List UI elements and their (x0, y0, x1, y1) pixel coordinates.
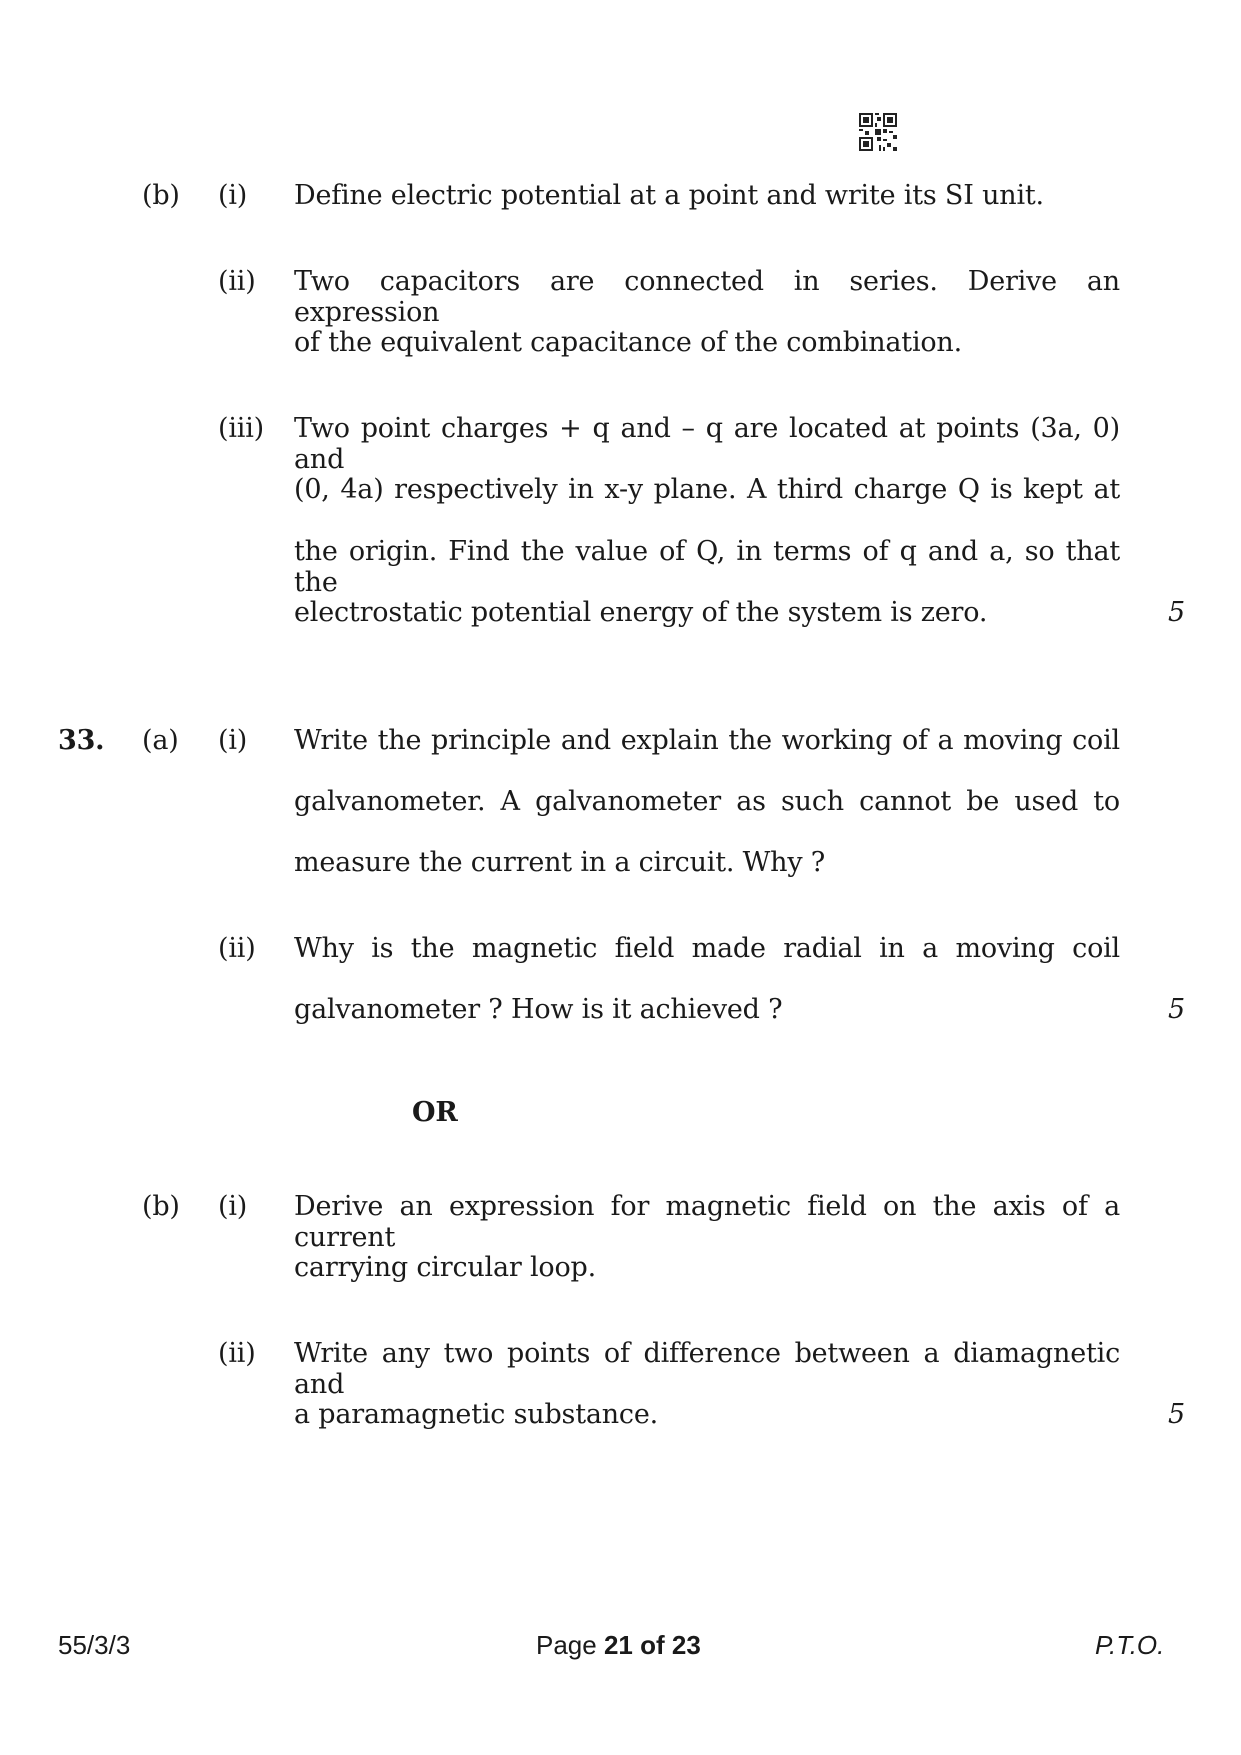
page-prefix: Page (536, 1630, 604, 1660)
question-line: the origin. Find the value of Q, in terms of q and a, so that the (294, 536, 1120, 598)
question-line: Derive an expression for magnetic field on the axis of a current (294, 1191, 1120, 1253)
question-line: Define electric potential at a point and write its SI unit. (294, 180, 1044, 211)
question-line: a paramagnetic substance. (294, 1399, 659, 1430)
marks-label: 5 (1168, 1399, 1185, 1430)
part-label-33b: (b) (142, 1191, 180, 1222)
subpart-label: (ii) (218, 1338, 256, 1369)
part-label-33a: (a) (142, 725, 179, 756)
question-line: Why is the magnetic field made radial in a moving coil (294, 933, 1120, 964)
page-number (536, 1630, 701, 1661)
marks-label: 5 (1168, 994, 1185, 1025)
question-line: galvanometer. A galvanometer as such cannot be used to (294, 786, 1120, 817)
subpart-label: (iii) (218, 413, 264, 444)
question-line: galvanometer ? How is it achieved ? (294, 994, 783, 1025)
question-line: of the equivalent capacitance of the combination. (294, 327, 963, 358)
qr-code-icon (859, 113, 897, 151)
subpart-label: (i) (218, 1191, 248, 1222)
question-line: electrostatic potential energy of the system is zero. (294, 597, 988, 628)
paper-code: 55/3/3 (58, 1630, 131, 1660)
question-line: (0, 4a) respectively in x-y plane. A third charge Q is kept at (294, 474, 1120, 505)
pto-label: P.T.O. (1095, 1630, 1165, 1660)
part-label-32b: (b) (142, 180, 180, 211)
question-line: Two point charges + q and – q are located at points (3a, 0) and (294, 413, 1120, 475)
question-line: carrying circular loop. (294, 1252, 596, 1283)
marks-label: 5 (1168, 597, 1185, 628)
subpart-label: (i) (218, 180, 248, 211)
question-line: Write the principle and explain the working of a moving coil (294, 725, 1120, 756)
subpart-label: (ii) (218, 933, 256, 964)
page-of: of (632, 1630, 672, 1660)
question-line: measure the current in a circuit. Why ? (294, 847, 826, 878)
or-separator: OR (412, 1097, 458, 1128)
question-line: Two capacitors are connected in series. Derive an expression (294, 266, 1120, 328)
subpart-label: (ii) (218, 266, 256, 297)
page-current: 21 (603, 1630, 633, 1660)
question-line: Write any two points of difference between a diamagnetic and (294, 1338, 1120, 1400)
question-number: 33. (58, 725, 105, 756)
subpart-label: (i) (218, 725, 248, 756)
page-total: 23 (671, 1630, 701, 1660)
